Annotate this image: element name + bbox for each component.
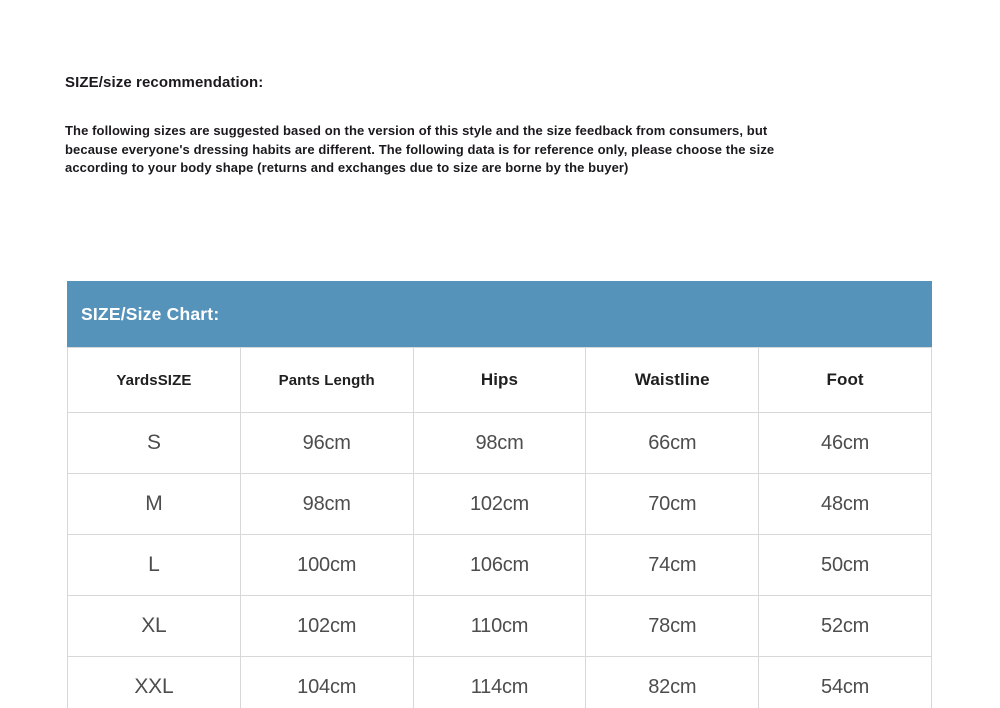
table-row-s bbox=[68, 413, 932, 474]
measurement-cell: 102cm bbox=[240, 596, 413, 657]
table-header-row bbox=[68, 348, 932, 413]
measurement-cell: 50cm bbox=[759, 535, 932, 596]
page-title: SIZE/size recommendation: bbox=[65, 74, 264, 91]
size-cell: XXL bbox=[68, 657, 241, 708]
measurement-cell: 54cm bbox=[759, 657, 932, 708]
size-table bbox=[67, 347, 932, 708]
size-cell: S bbox=[68, 413, 241, 474]
size-cell: M bbox=[68, 474, 241, 535]
size-recommendation-page bbox=[0, 74, 1000, 708]
measurement-cell: 100cm bbox=[240, 535, 413, 596]
measurement-cell: 110cm bbox=[413, 596, 586, 657]
measurement-cell: 74cm bbox=[586, 535, 759, 596]
measurement-cell: 70cm bbox=[586, 474, 759, 535]
column-header-foot: Foot bbox=[759, 348, 932, 413]
measurement-cell: 102cm bbox=[413, 474, 586, 535]
size-cell: L bbox=[68, 535, 241, 596]
table-row-l bbox=[68, 535, 932, 596]
measurement-cell: 96cm bbox=[240, 413, 413, 474]
column-header-waistline: Waistline bbox=[586, 348, 759, 413]
measurement-cell: 82cm bbox=[586, 657, 759, 708]
table-row-m bbox=[68, 474, 932, 535]
measurement-cell: 98cm bbox=[413, 413, 586, 474]
size-description bbox=[65, 122, 915, 178]
measurement-cell: 48cm bbox=[759, 474, 932, 535]
size-chart-banner bbox=[67, 281, 932, 347]
measurement-cell: 114cm bbox=[413, 657, 586, 708]
column-header-yards-size: YardsSIZE bbox=[68, 348, 241, 413]
measurement-cell: 98cm bbox=[240, 474, 413, 535]
size-cell: XL bbox=[68, 596, 241, 657]
description-line: The following sizes are suggested based on the version of this style and the size feedback from consumers, but bbox=[65, 123, 768, 138]
table-row-xxl bbox=[68, 657, 932, 708]
measurement-cell: 66cm bbox=[586, 413, 759, 474]
column-header-pants-length: Pants Length bbox=[240, 348, 413, 413]
measurement-cell: 104cm bbox=[240, 657, 413, 708]
description-line: according to your body shape (returns and exchanges due to size are borne by the buyer) bbox=[65, 160, 629, 175]
table-row-xl bbox=[68, 596, 932, 657]
column-header-hips: Hips bbox=[413, 348, 586, 413]
measurement-cell: 106cm bbox=[413, 535, 586, 596]
measurement-cell: 52cm bbox=[759, 596, 932, 657]
size-chart-banner-title: SIZE/Size Chart: bbox=[81, 303, 220, 324]
description-line: because everyone's dressing habits are different. The following data is for reference only, please choose the size bbox=[65, 141, 775, 157]
measurement-cell: 46cm bbox=[759, 413, 932, 474]
measurement-cell: 78cm bbox=[586, 596, 759, 657]
size-chart-section bbox=[67, 281, 932, 708]
